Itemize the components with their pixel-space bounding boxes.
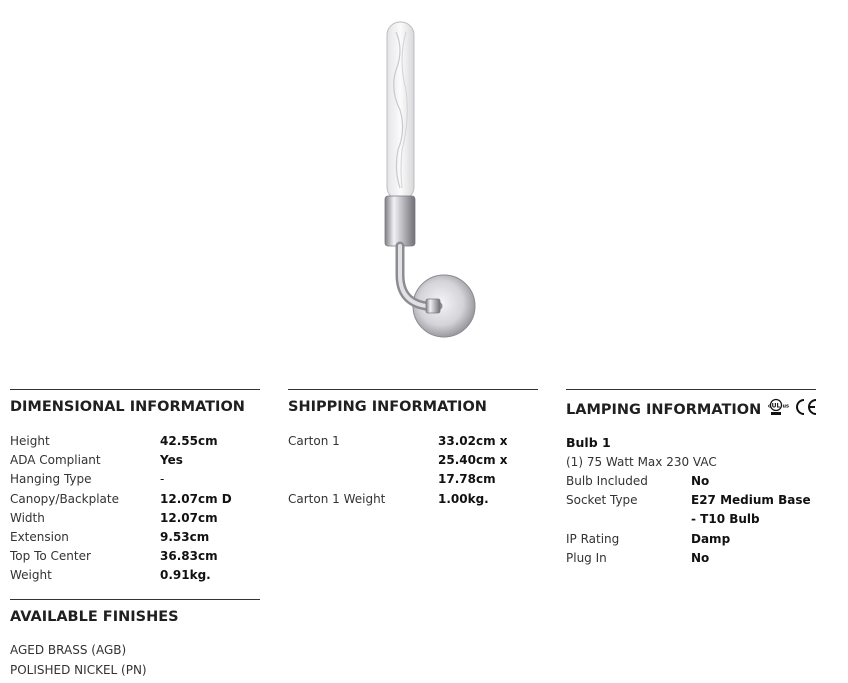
spec-label: Carton 1 [288, 434, 340, 448]
spec-value: 36.83cm [160, 549, 218, 564]
spec-row [10, 509, 260, 528]
product-image [320, 10, 520, 360]
lamping-divider [566, 389, 816, 390]
spec-label: Bulb Included [566, 474, 648, 488]
spec-row [288, 432, 538, 490]
svg-text:us: us [782, 403, 790, 410]
spec-row [566, 491, 816, 529]
finish-item: AGED BRASS (AGB) [10, 643, 127, 657]
svg-text:c: c [768, 403, 772, 410]
spec-row [10, 451, 260, 470]
finish-item: POLISHED NICKEL (PN) [10, 663, 147, 677]
shipping-divider [288, 389, 538, 390]
spec-value: Yes [160, 453, 183, 468]
lamping-title: LAMPING INFORMATION [566, 402, 762, 418]
ce-mark-logo [794, 397, 820, 423]
shipping-section [288, 389, 538, 509]
spec-label: IP Rating [566, 531, 620, 546]
bulb-title: Bulb 1 [566, 435, 611, 450]
spec-label: Carton 1 Weight [288, 491, 386, 506]
lamping-section [566, 389, 816, 568]
spec-label: Plug In [566, 550, 607, 565]
spec-value: - [160, 472, 165, 487]
spec-label: Weight [10, 568, 52, 583]
spec-label: ADA Compliant [10, 453, 101, 468]
spec-label: Top To Center [10, 549, 91, 564]
spec-row [288, 490, 538, 509]
spec-row [10, 528, 260, 547]
spec-value: No [691, 474, 710, 488]
shipping-spec-list [288, 432, 538, 509]
finishes-divider [10, 599, 260, 600]
spec-value: 12.07cm [160, 510, 218, 525]
spec-label: Extension [10, 530, 69, 545]
ul-listed-logo [767, 397, 793, 423]
shipping-title: SHIPPING INFORMATION [288, 399, 487, 415]
spec-label: Socket Type [566, 493, 638, 508]
spec-value: E27 Medium Base - T10 Bulb [691, 493, 811, 527]
finishes-title: AVAILABLE FINISHES [10, 609, 179, 625]
spec-value: Damp [691, 531, 731, 546]
finishes-section [10, 599, 260, 680]
dimensional-title: DIMENSIONAL INFORMATION [10, 399, 245, 415]
spec-row [566, 472, 816, 491]
spec-row [10, 470, 260, 489]
spec-row [10, 432, 260, 451]
finishes-list [10, 640, 260, 680]
spec-value: No [691, 550, 710, 565]
spec-value: 33.02cm x 25.40cm x 17.78cm [438, 434, 508, 487]
dimensional-divider [10, 389, 260, 390]
spec-row [566, 530, 816, 549]
spec-label: Width [10, 510, 45, 525]
spec-row [10, 490, 260, 509]
lamping-title-row [566, 397, 816, 417]
spec-row [566, 549, 816, 568]
bulb-description: (1) 75 Watt Max 230 VAC [566, 455, 717, 469]
dimensional-section [10, 389, 260, 586]
spec-value: 9.53cm [160, 530, 210, 545]
lamping-spec-list [566, 433, 816, 568]
spec-value: 0.91kg. [160, 568, 211, 583]
spec-label: Canopy/Backplate [10, 491, 119, 506]
spec-label: Height [10, 434, 50, 448]
spec-value: 12.07cm D [160, 491, 232, 506]
spec-row [10, 566, 260, 585]
spec-value: 42.55cm [160, 434, 218, 448]
svg-text:UL: UL [771, 402, 781, 410]
spec-value: 1.00kg. [438, 491, 489, 506]
spec-row [10, 547, 260, 566]
dimensional-spec-list [10, 432, 260, 586]
spec-label: Hanging Type [10, 472, 92, 487]
